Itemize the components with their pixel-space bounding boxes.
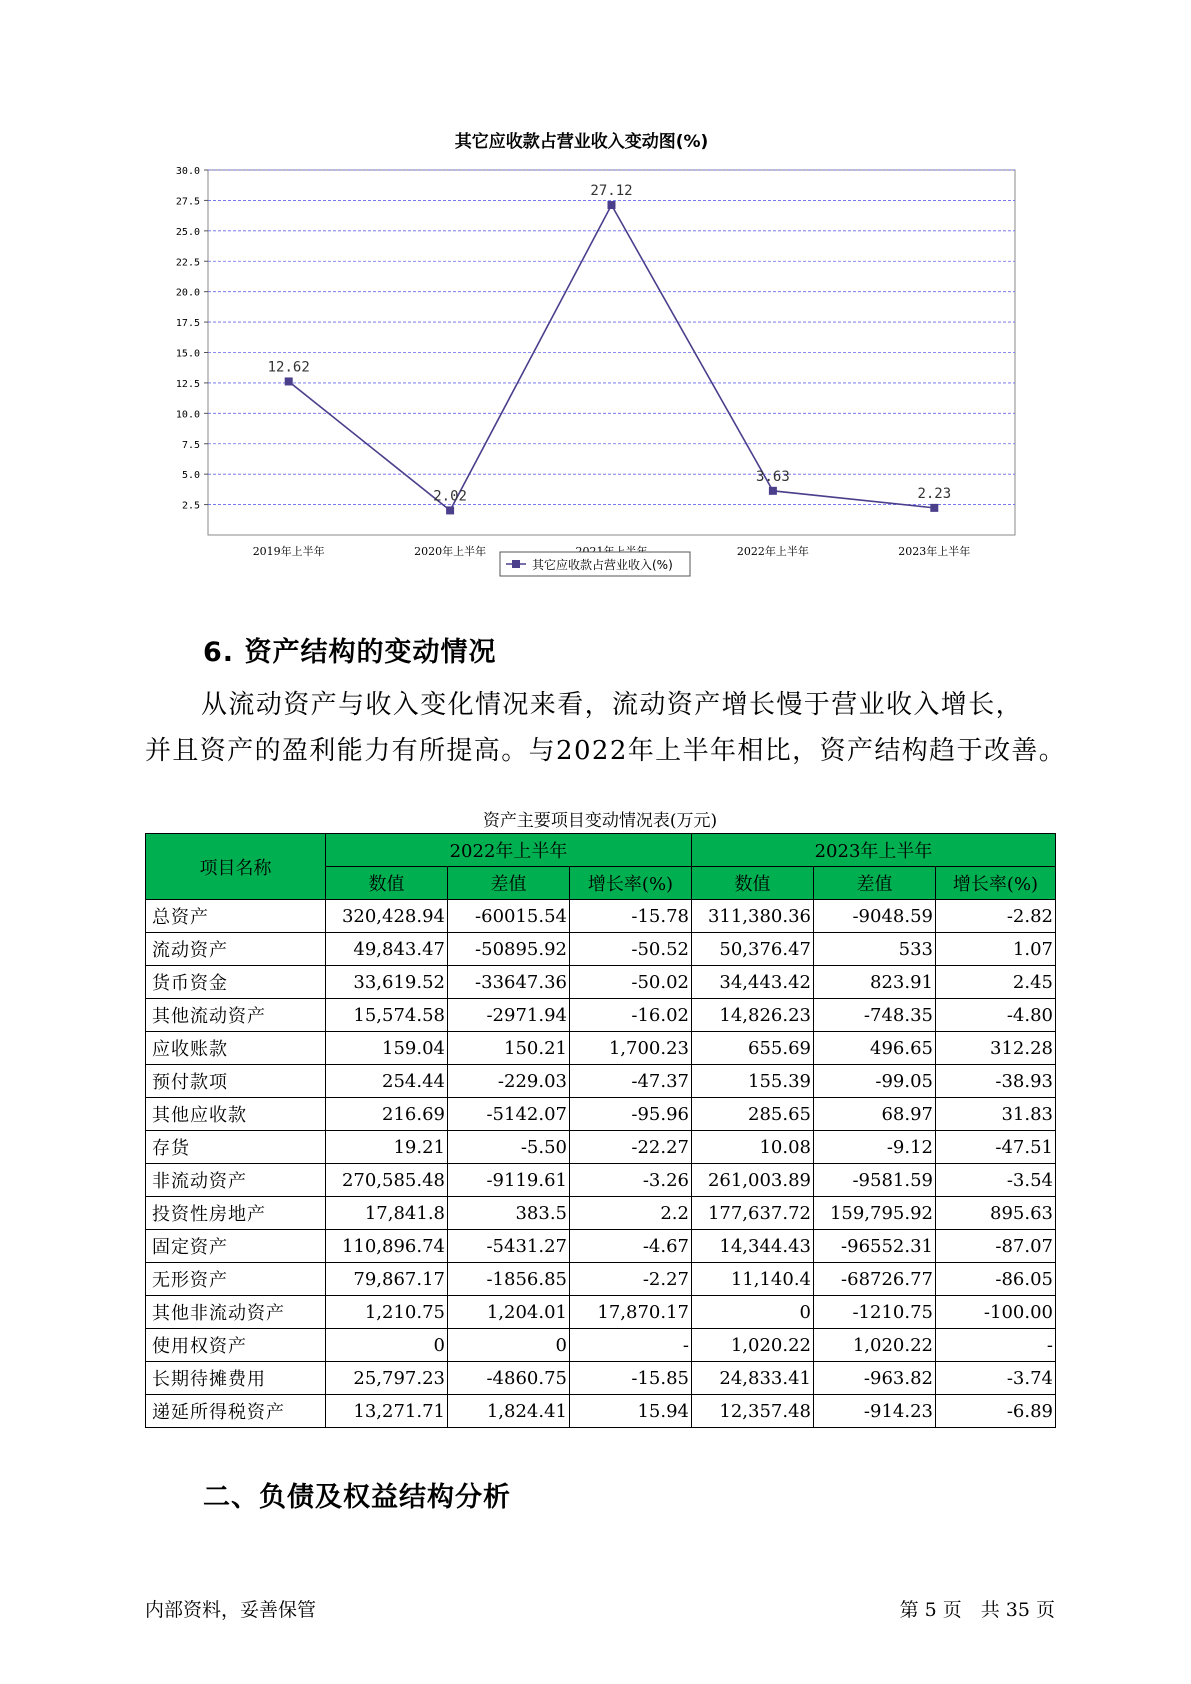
row-label: 投资性房地产 bbox=[146, 1197, 326, 1230]
table-row bbox=[146, 1098, 1056, 1131]
table-row bbox=[146, 1263, 1056, 1296]
footer-page-number: 第 5 页 共 35 页 bbox=[899, 1599, 1055, 1621]
table-row bbox=[146, 966, 1056, 999]
table-cell: 159.04 bbox=[326, 1032, 448, 1065]
table-cell: - bbox=[570, 1329, 692, 1362]
table-cell: -16.02 bbox=[570, 999, 692, 1032]
table-row bbox=[146, 1197, 1056, 1230]
y-tick-label: 25.0 bbox=[175, 226, 200, 238]
y-tick-label: 22.5 bbox=[175, 257, 200, 269]
y-tick-label: 17.5 bbox=[175, 318, 200, 330]
table-cell: 49,843.47 bbox=[326, 933, 448, 966]
table-cell: 383.5 bbox=[448, 1197, 570, 1230]
table-cell: 895.63 bbox=[936, 1197, 1056, 1230]
table-row bbox=[146, 1164, 1056, 1197]
table-cell: 320,428.94 bbox=[326, 900, 448, 933]
table-cell: 17,841.8 bbox=[326, 1197, 448, 1230]
table-cell: -1210.75 bbox=[814, 1296, 936, 1329]
table-cell: -3.54 bbox=[936, 1164, 1056, 1197]
table-cell: 2.45 bbox=[936, 966, 1056, 999]
table-cell: -229.03 bbox=[448, 1065, 570, 1098]
table-cell: -68726.77 bbox=[814, 1263, 936, 1296]
x-tick-label: 2023年上半年 bbox=[898, 545, 971, 558]
table-cell: 12,357.48 bbox=[692, 1395, 814, 1428]
row-label: 长期待摊费用 bbox=[146, 1362, 326, 1395]
table-row bbox=[146, 1362, 1056, 1395]
table-cell: -3.74 bbox=[936, 1362, 1056, 1395]
data-point bbox=[446, 506, 454, 514]
row-label: 其他流动资产 bbox=[146, 999, 326, 1032]
col-header-name: 项目名称 bbox=[146, 834, 326, 900]
legend-label: 其它应收款占营业收入(%) bbox=[532, 558, 673, 572]
col-header-period-2023: 2023年上半年 bbox=[692, 834, 1056, 867]
table-cell: 10.08 bbox=[692, 1131, 814, 1164]
table-cell: -15.85 bbox=[570, 1362, 692, 1395]
table-row bbox=[146, 999, 1056, 1032]
table-cell: -100.00 bbox=[936, 1296, 1056, 1329]
row-label: 使用权资产 bbox=[146, 1329, 326, 1362]
table-cell: -15.78 bbox=[570, 900, 692, 933]
table-cell: 24,833.41 bbox=[692, 1362, 814, 1395]
data-point bbox=[769, 487, 777, 495]
table-cell: -914.23 bbox=[814, 1395, 936, 1428]
table-cell: -47.51 bbox=[936, 1131, 1056, 1164]
table-cell: -3.26 bbox=[570, 1164, 692, 1197]
table-cell: 13,271.71 bbox=[326, 1395, 448, 1428]
table-cell: 15,574.58 bbox=[326, 999, 448, 1032]
table-cell: -87.07 bbox=[936, 1230, 1056, 1263]
y-tick-label: 15.0 bbox=[175, 348, 200, 360]
table-row bbox=[146, 1395, 1056, 1428]
table-cell: 19.21 bbox=[326, 1131, 448, 1164]
table-cell: -2.27 bbox=[570, 1263, 692, 1296]
table-cell: -4.67 bbox=[570, 1230, 692, 1263]
table-cell: -50895.92 bbox=[448, 933, 570, 966]
table-cell: 34,443.42 bbox=[692, 966, 814, 999]
table-cell: 0 bbox=[692, 1296, 814, 1329]
x-tick-label: 2022年上半年 bbox=[736, 545, 809, 558]
row-label: 流动资产 bbox=[146, 933, 326, 966]
chart bbox=[160, 125, 1030, 595]
y-tick-label: 10.0 bbox=[175, 409, 200, 421]
table-cell: - bbox=[936, 1329, 1056, 1362]
table-cell: 177,637.72 bbox=[692, 1197, 814, 1230]
table-row bbox=[146, 1230, 1056, 1263]
table-cell: 254.44 bbox=[326, 1065, 448, 1098]
data-label: 2.02 bbox=[433, 488, 467, 505]
table-cell: 1,700.23 bbox=[570, 1032, 692, 1065]
row-label: 存货 bbox=[146, 1131, 326, 1164]
table-row bbox=[146, 1296, 1056, 1329]
table-cell: 216.69 bbox=[326, 1098, 448, 1131]
table-cell: 17,870.17 bbox=[570, 1296, 692, 1329]
col-header-value: 数值 bbox=[326, 867, 448, 900]
row-label: 无形资产 bbox=[146, 1263, 326, 1296]
table-cell: 496.65 bbox=[814, 1032, 936, 1065]
table-cell: -9581.59 bbox=[814, 1164, 936, 1197]
table-cell: 1,824.41 bbox=[448, 1395, 570, 1428]
table-cell: -4.80 bbox=[936, 999, 1056, 1032]
row-label: 应收账款 bbox=[146, 1032, 326, 1065]
table-cell: 79,867.17 bbox=[326, 1263, 448, 1296]
table-cell: -38.93 bbox=[936, 1065, 1056, 1098]
section-heading-6: 6. 资产结构的变动情况 bbox=[203, 637, 497, 668]
table-cell: -99.05 bbox=[814, 1065, 936, 1098]
table-cell: 2.2 bbox=[570, 1197, 692, 1230]
table-cell: -4860.75 bbox=[448, 1362, 570, 1395]
table-cell: 31.83 bbox=[936, 1098, 1056, 1131]
table-cell: -5.50 bbox=[448, 1131, 570, 1164]
section-heading-2: 二、负债及权益结构分析 bbox=[203, 1482, 511, 1513]
table-cell: -5142.07 bbox=[448, 1098, 570, 1131]
table-cell: -2.82 bbox=[936, 900, 1056, 933]
line-chart bbox=[160, 125, 1030, 595]
footer-left: 内部资料，妥善保管 bbox=[145, 1599, 317, 1621]
series-line bbox=[289, 205, 935, 510]
table-cell: -86.05 bbox=[936, 1263, 1056, 1296]
col-header-value: 数值 bbox=[692, 867, 814, 900]
data-point bbox=[608, 201, 616, 209]
table-cell: 155.39 bbox=[692, 1065, 814, 1098]
table-cell: -95.96 bbox=[570, 1098, 692, 1131]
table-cell: 285.65 bbox=[692, 1098, 814, 1131]
table-cell: 1,210.75 bbox=[326, 1296, 448, 1329]
y-tick-label: 12.5 bbox=[175, 378, 200, 390]
y-tick-label: 27.5 bbox=[175, 196, 200, 208]
table-cell: 312.28 bbox=[936, 1032, 1056, 1065]
col-header-rate: 增长率(%) bbox=[570, 867, 692, 900]
data-point bbox=[930, 504, 938, 512]
row-label: 递延所得税资产 bbox=[146, 1395, 326, 1428]
table-row bbox=[146, 1329, 1056, 1362]
table-cell: -9.12 bbox=[814, 1131, 936, 1164]
table-cell: -9048.59 bbox=[814, 900, 936, 933]
row-label: 货币资金 bbox=[146, 966, 326, 999]
asset-table bbox=[145, 833, 1056, 1428]
y-tick-label: 7.5 bbox=[181, 439, 200, 451]
table-cell: 150.21 bbox=[448, 1032, 570, 1065]
table-cell: 1,204.01 bbox=[448, 1296, 570, 1329]
table-cell: 14,826.23 bbox=[692, 999, 814, 1032]
col-header-rate: 增长率(%) bbox=[936, 867, 1056, 900]
table-cell: -5431.27 bbox=[448, 1230, 570, 1263]
legend-marker bbox=[512, 560, 520, 568]
y-tick-label: 2.5 bbox=[181, 500, 200, 512]
table-cell: -60015.54 bbox=[448, 900, 570, 933]
row-label: 预付款项 bbox=[146, 1065, 326, 1098]
table-cell: -6.89 bbox=[936, 1395, 1056, 1428]
data-label: 2.23 bbox=[917, 485, 952, 502]
table-cell: 33,619.52 bbox=[326, 966, 448, 999]
x-tick-label: 2020年上半年 bbox=[414, 545, 487, 558]
table-cell: 15.94 bbox=[570, 1395, 692, 1428]
table-cell: 50,376.47 bbox=[692, 933, 814, 966]
table-cell: 655.69 bbox=[692, 1032, 814, 1065]
table-row bbox=[146, 1131, 1056, 1164]
chart-title: 其它应收款占营业收入变动图(%) bbox=[454, 132, 709, 152]
table-cell: -50.02 bbox=[570, 966, 692, 999]
table-cell: -33647.36 bbox=[448, 966, 570, 999]
table-cell: 14,344.43 bbox=[692, 1230, 814, 1263]
row-label: 固定资产 bbox=[146, 1230, 326, 1263]
table-cell: 159,795.92 bbox=[814, 1197, 936, 1230]
table-cell: -50.52 bbox=[570, 933, 692, 966]
table-cell: 533 bbox=[814, 933, 936, 966]
data-label: 27.12 bbox=[590, 183, 633, 200]
table-cell: 1,020.22 bbox=[692, 1329, 814, 1362]
table-row bbox=[146, 1032, 1056, 1065]
table-cell: 1.07 bbox=[936, 933, 1056, 966]
paragraph-line-2: 并且资产的盈利能力有所提高。与2022年上半年相比，资产结构趋于改善。 bbox=[145, 736, 1067, 766]
table-cell: 823.91 bbox=[814, 966, 936, 999]
table-cell: 261,003.89 bbox=[692, 1164, 814, 1197]
row-label: 非流动资产 bbox=[146, 1164, 326, 1197]
paragraph-line-1: 从流动资产与收入变化情况来看，流动资产增长慢于营业收入增长， bbox=[201, 690, 1024, 720]
col-header-diff: 差值 bbox=[448, 867, 570, 900]
table-cell: -22.27 bbox=[570, 1131, 692, 1164]
table-cell: 0 bbox=[448, 1329, 570, 1362]
table-cell: 311,380.36 bbox=[692, 900, 814, 933]
y-tick-label: 20.0 bbox=[175, 287, 200, 299]
table-cell: -748.35 bbox=[814, 999, 936, 1032]
table-cell: -47.37 bbox=[570, 1065, 692, 1098]
table-cell: 68.97 bbox=[814, 1098, 936, 1131]
table-body bbox=[146, 900, 1056, 1428]
table-cell: 110,896.74 bbox=[326, 1230, 448, 1263]
table-cell: -1856.85 bbox=[448, 1263, 570, 1296]
table-row bbox=[146, 1065, 1056, 1098]
data-label: 12.62 bbox=[267, 359, 310, 376]
table-cell: 0 bbox=[326, 1329, 448, 1362]
table-cell: -96552.31 bbox=[814, 1230, 936, 1263]
table-title: 资产主要项目变动情况表(万元) bbox=[482, 811, 718, 831]
table-cell: -9119.61 bbox=[448, 1164, 570, 1197]
data-label: 3.63 bbox=[756, 468, 790, 485]
table-row bbox=[146, 933, 1056, 966]
col-header-diff: 差值 bbox=[814, 867, 936, 900]
x-tick-label: 2019年上半年 bbox=[252, 545, 325, 558]
table-cell: -2971.94 bbox=[448, 999, 570, 1032]
table-cell: -963.82 bbox=[814, 1362, 936, 1395]
table-cell: 270,585.48 bbox=[326, 1164, 448, 1197]
row-label: 总资产 bbox=[146, 900, 326, 933]
row-label: 其他应收款 bbox=[146, 1098, 326, 1131]
col-header-period-2022: 2022年上半年 bbox=[326, 834, 692, 867]
y-tick-label: 5.0 bbox=[181, 470, 200, 482]
table-cell: 25,797.23 bbox=[326, 1362, 448, 1395]
table-cell: 11,140.4 bbox=[692, 1263, 814, 1296]
data-point bbox=[285, 377, 293, 385]
row-label: 其他非流动资产 bbox=[146, 1296, 326, 1329]
table-cell: 1,020.22 bbox=[814, 1329, 936, 1362]
y-tick-label: 30.0 bbox=[175, 166, 200, 177]
table-row bbox=[146, 900, 1056, 933]
